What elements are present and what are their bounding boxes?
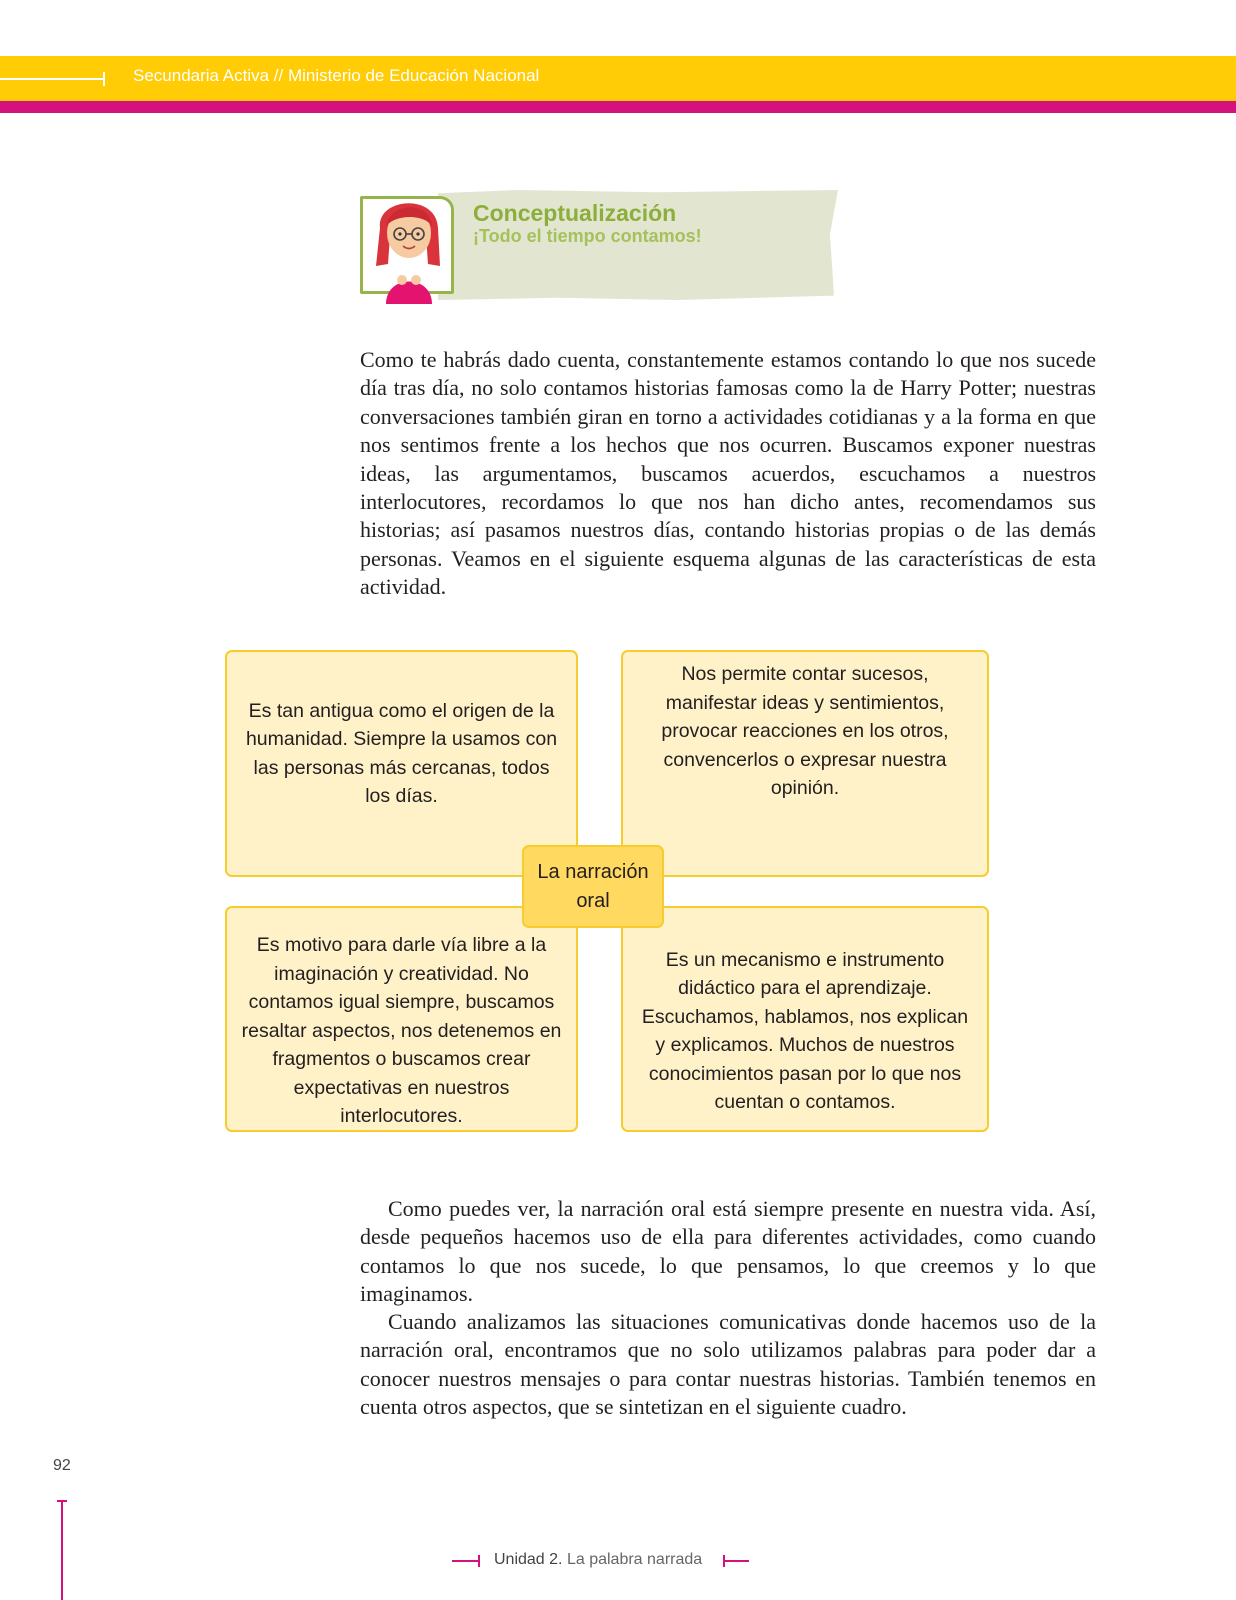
page-margin-rule [61,1500,63,1600]
diagram-box-bottom-right [621,906,989,1132]
diagram-center-box [522,845,664,928]
diagram-box-bottom-left [225,906,578,1132]
intro-paragraph: Como te habrás dado cuenta, constantemente estamos contando lo que nos sucede día tras día, no solo contamos historias famosas como la de Harry Potter; nuestras conversaciones también giran en torno a actividades cotidianas y a la forma en que nos sentimos frente a los hechos que nos ocurren. Buscamos exponer nuestras ideas, las argumentamos, buscamos acuerdos, escuchamos a nuestros interlocutores, recordamos lo que nos han dicho antes, recomendamos sus historias; así pasamos nuestros días, contando historias propias o de las demás personas. Veamos en el siguiente esquema algunas de las características de esta actividad. [360,347,1096,600]
section-subtitle: ¡Todo el tiempo contamos! [473,226,702,246]
diagram-box-top-left [225,650,578,877]
footer-label [494,1551,702,1569]
diagram-text-bottom-right: Es un mecanismo e instrumento didáctico para el aprendizaje. Escuchamos, hablamos, nos explican y explicamos. Muchos de nuestros conocimientos pasan por lo que nos cuentan o contamos. [641,948,969,1113]
footer-unit: Unidad 2. [494,1551,563,1568]
diagram-text-top-right: Nos permite contar sucesos, manifestar ideas y sentimientos, provocar reacciones en los otros, convencerlos o expresar nuestra opinión. [661,663,949,800]
diagram-text-top-left: Es tan antigua como el origen de la humanidad. Siempre la usamos con las personas más cercanas, todos los días. [245,699,558,807]
diagram-text-bottom-left: Es motivo para darle vía libre a la imaginación y creatividad. No contamos igual siempre, buscamos resaltar aspectos, nos detenemos en fragmentos o buscamos crear expectativas en nuestros interlocutores. [241,934,562,1128]
footer-rule-right [723,1560,749,1562]
header-rule [0,78,105,80]
header-title: Secundaria Activa // Ministerio de Educación Nacional [133,66,540,85]
page-margin-rule-tick [57,1500,67,1502]
footer [452,1549,752,1573]
section-title: Conceptualización [473,200,677,226]
closing-paragraph-1: Como puedes ver, la narración oral está siempre presente en nuestra vida. Así, desde pequeños hacemos uso de ella para diferentes actividades, como cuando contamos lo que nos sucede, lo que pensamos, lo que creemos y lo que imaginamos. [360,1196,1096,1307]
girl-with-glasses-character-icon [366,188,452,304]
diagram-center-label: La narración oral [537,861,649,912]
header-accent-stripe [0,101,1236,113]
closing-paragraph-2: Cuando analizamos las situaciones comunicativas donde hacemos uso de la narración oral, encontramos que no solo utilizamos palabras para poder dar a conocer nuestros mensajes o para contar nuestras historias. También tenemos en cuenta otros aspectos, que se sintetizan en el siguiente cuadro. [360,1309,1096,1420]
footer-unit-title: La palabra narrada [566,1551,703,1568]
footer-tick-left [478,1555,480,1567]
section-banner [358,188,843,308]
footer-rule-left [452,1560,478,1562]
header-rule-tick [103,72,105,86]
page-number: 92 [53,1457,71,1474]
diagram-box-top-right [621,650,989,877]
